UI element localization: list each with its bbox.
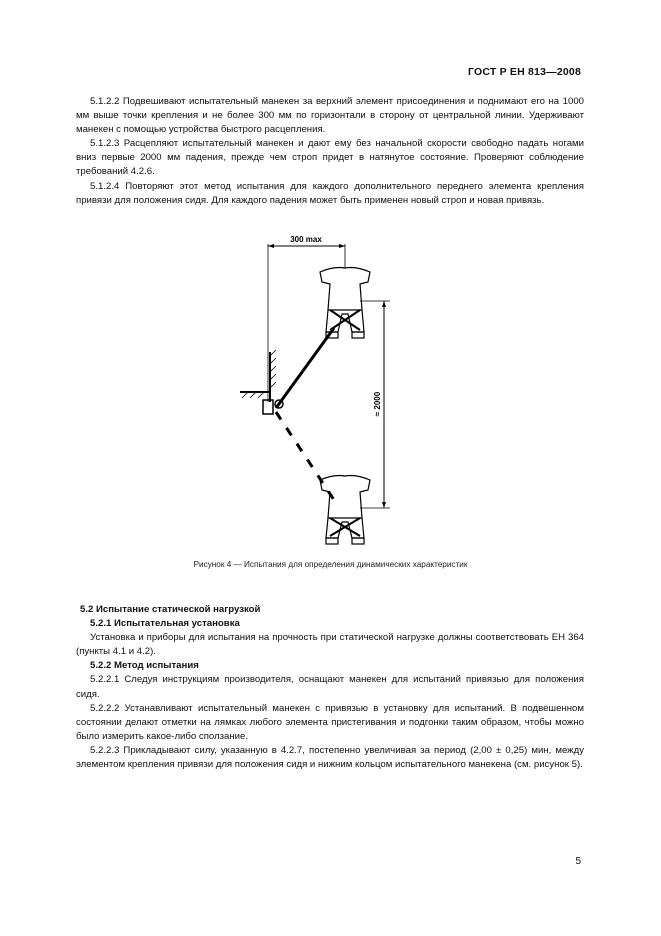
paragraph-5-2-1: Установка и приборы для испытания на прочность при статической нагрузке должны соответствовать ЕН 364 (пункты 4.1 и 4.2).	[76, 632, 584, 658]
lower-dummy	[320, 476, 370, 545]
paragraph-5-2-2-3: 5.2.2.3 Прикладывают силу, указанную в 4.2.7, постепенно увеличивая за период (2,00 ± 0,25) мин, между элементом крепления привязи для положения сидя и нижним кольцом испытательного манекена (см. рисунок 5).	[76, 744, 584, 771]
test-setup-diagram	[230, 232, 410, 562]
paragraph-5-1-2-3: 5.1.2.3 Расцепляют испытательный манекен и дают ему без начальной скорости свободно падать ногами вниз первые 2000 мм падения, прежде чем строп придет в натянутое состояние. Проверяют соблюдение требований 4.2.6.	[76, 138, 584, 178]
paragraph-5-2-2-1: 5.2.2.1 Следуя инструкциям производителя, оснащают манекен для испытаний привязью для положения сидя.	[76, 674, 584, 700]
dim-horizontal-label: 300 max	[290, 235, 322, 244]
dim-vertical-label: ≈ 2000	[373, 391, 382, 417]
subsection-title-5-2-2: 5.2.2 Метод испытания	[90, 660, 199, 672]
subsection-title-5-2-1: 5.2.1 Испытательная установка	[90, 618, 240, 630]
page-number: 5	[575, 856, 581, 867]
section-title-5-2: 5.2 Испытание статической нагрузкой	[80, 604, 261, 615]
section-5-2-block	[76, 603, 584, 772]
figure-caption: Рисунок 4 — Испытания для определения динамических характеристик	[193, 560, 468, 569]
paragraph-5-2-2-2: 5.2.2.2 Устанавливают испытательный манекен с привязью в установку для испытаний. В подвешенном состоянии делают отметки на лямках любого элемента пристегивания и подгонки таким образом, чтобы можно было измерить какое-либо сползание.	[76, 702, 584, 742]
paragraph-5-1-2-2: 5.1.2.2 Подвешивают испытательный манекен за верхний элемент присоединения и поднимают его на 1000 мм выше точки крепления и не более 300 мм по горизонтали в сторону от центральной линии. Удерживают манекен с помощью устройства быстрого расцепления.	[76, 96, 584, 136]
upper-dummy	[320, 268, 370, 339]
top-text-block	[76, 95, 584, 208]
figure-4-drawing	[230, 232, 410, 562]
paragraph-5-1-2-4: 5.1.2.4 Повторяют этот метод испытания для каждого дополнительного переднего элемента крепления привязи для положения сидя. Для каждого падения может быть применен новый строп и новая привязь.	[76, 180, 584, 206]
standard-header: ГОСТ Р ЕН 813—2008	[467, 66, 581, 78]
